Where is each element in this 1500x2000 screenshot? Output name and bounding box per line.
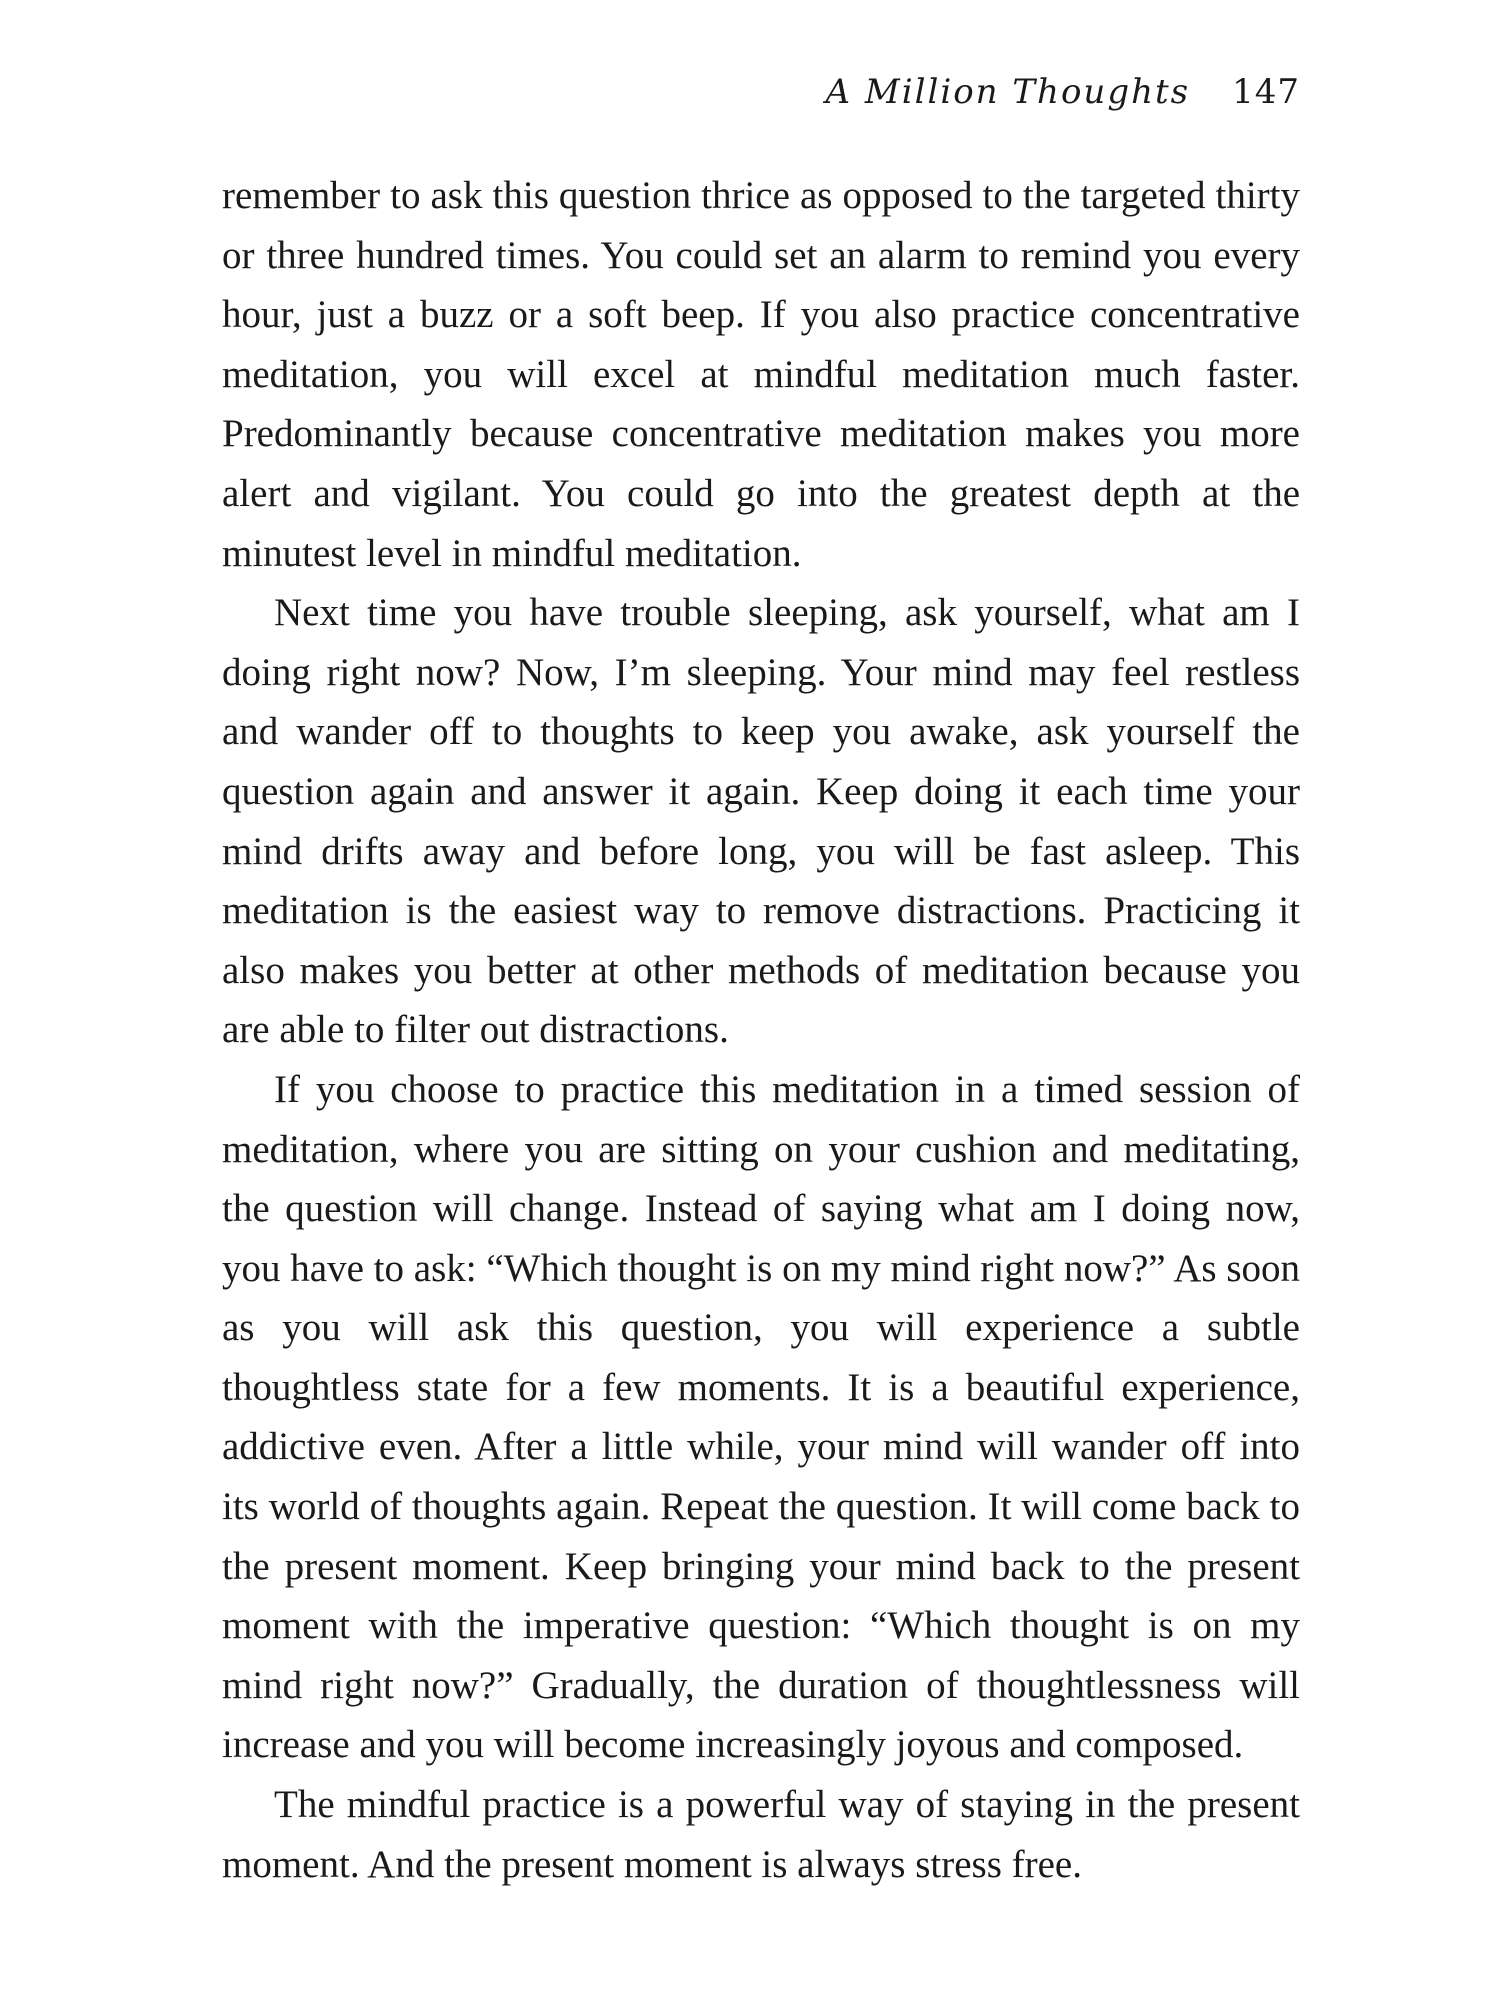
running-header <box>826 72 1300 112</box>
body-text <box>222 166 1300 1894</box>
paragraph-timed-session: If you choose to practice this meditation in a timed session of meditation, where you are sitting on your cushion and meditating, the question will change. Instead of saying what am I doing now, you have to ask: “Which thought is on my mind right now?” As soon as you will ask this question, you will experience a subtle thoughtless state for a few moments. It is a beautiful experience, addictive even. After a little while, your mind will wander off into its world of thoughts again. Repeat the question. It will come back to the present moment. Keep bringing your mind back to the present moment with the imperative question: “Which thought is on my mind right now?” Gradually, the duration of thoughtlessness will increase and you will become increasingly joyous and composed. <box>222 1067 1300 1767</box>
chapter-title: A Million Thoughts <box>825 72 1191 112</box>
paragraph-trouble-sleeping: Next time you have trouble sleeping, ask yourself, what am I doing right now? Now, I’m sleeping. Your mind may feel restless and wander off to thoughts to keep you awake, ask yourself the question again and answer it again. Keep doing it each time your mind drifts away and before long, you will be fast asleep. This meditation is the easiest way to remove distractions. Practicing it also makes you better at other methods of meditation because you are able to filter out distractions. <box>222 591 1300 1052</box>
paragraph-continued: remember to ask this question thrice as opposed to the targeted thirty or three hundred times. You could set an alarm to remind you every hour, just a buzz or a soft beep. If you also practice concentrative meditation, you will excel at mindful meditation much faster. Predominantly because concentrative meditation makes you more alert and vigilant. You could go into the greatest depth at the minutest level in mindful meditation. <box>222 174 1300 575</box>
page-number: 147 <box>1232 72 1300 112</box>
paragraph-mindful-practice: The mindful practice is a powerful way of staying in the present moment. And the present moment is always stress free. <box>222 1783 1300 1886</box>
